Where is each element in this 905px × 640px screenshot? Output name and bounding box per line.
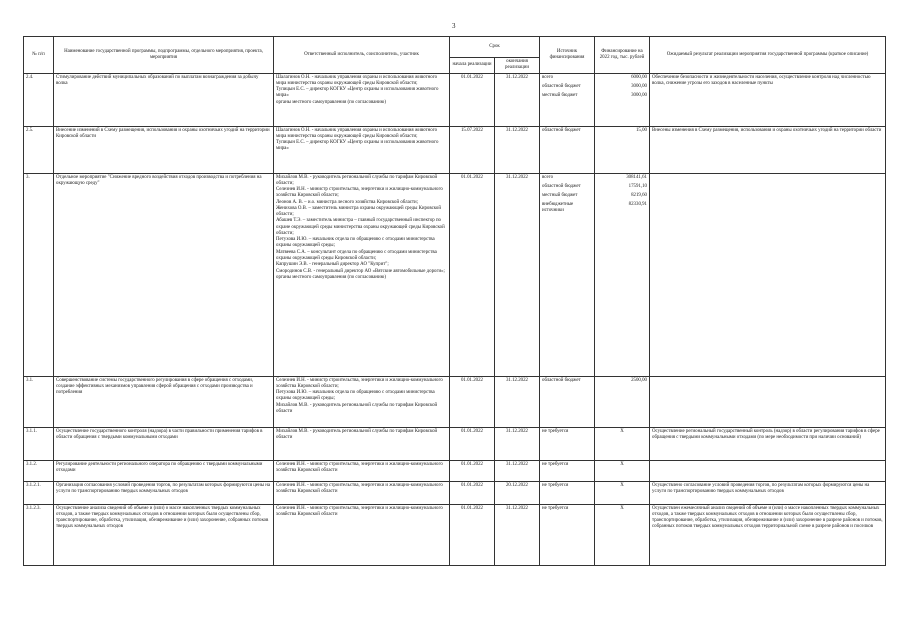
row-funding-source <box>540 427 595 460</box>
header-result: Ожидаемый результат реализации мероприятия государственной программы (краткое описание) <box>650 37 886 74</box>
row-funding-amount <box>595 427 650 460</box>
header-start: начала реализации <box>450 58 495 74</box>
row-name: Осуществление анализа сведений об объеме и (или) о массе накопленных твердых коммунальных отходов, а также твердых коммунальных отходов в отношении которых были осуществлены сбор, транспортирование, обработка, утилизация, обезвреживание и (или) захоронение, собранных потоков твердых коммунальных отходов <box>54 504 274 565</box>
funding-source-item: областной бюджет <box>542 83 581 89</box>
funding-amount-item: 15,00 <box>635 127 647 133</box>
funding-amount-item: 3000,00 <box>631 83 647 89</box>
funding-amount-item: Х <box>620 428 624 434</box>
executor-line: Матвеева С.А. – консультант отдела по обращению с отходами министерства охраны окружающей среды Кировской области; <box>276 249 437 261</box>
row-executor <box>274 460 450 481</box>
row-number: 3.1.2. <box>24 460 54 481</box>
row-funding-source <box>540 504 595 565</box>
funding-source-item: не требуется <box>542 428 569 434</box>
row-expected-result: Обеспечение безопасности и жизнедеятельности населения, осуществление контроля над численностью волка, снижение угрозы его заходов в населенные пункты <box>650 73 886 126</box>
row-funding-source <box>540 73 595 126</box>
row-name: Стимулирование действий муниципальных образований по выплатам вознаграждения за добычу волка <box>54 73 274 126</box>
row-funding-amount <box>595 481 650 504</box>
header-name: Наименование государственной программы, подпрограммы, отдельного мероприятия, проекта, мероприятия <box>54 37 274 74</box>
row-expected-result <box>650 376 886 427</box>
row-name: Внесение изменений в Схему размещения, использования и охраны охотничьих угодий на территории Кировской области <box>54 126 274 173</box>
page-number: 3 <box>452 22 456 30</box>
row-funding-source <box>540 376 595 427</box>
row-start-date: 01.01.2022 <box>450 427 495 460</box>
funding-amount-item: 6000,00 <box>631 74 647 80</box>
funding-source-item: областной бюджет <box>542 377 581 383</box>
row-number: 3.1.1. <box>24 427 54 460</box>
funding-amount-item: 8219,60 <box>631 192 647 198</box>
executor-line: Селезнев И.Н. - министр строительства, энергетики и жилищно-коммунального хозяйства Кировской области <box>276 505 443 517</box>
row-funding-source <box>540 173 595 376</box>
executor-line: Женихова О.В. – заместитель министра охраны окружающей среды Кировской области; <box>276 205 441 218</box>
executor-line: Шалагинов О.Н. - начальник управления охраны и использования животного мира министерства охраны окружающей среды Кировской области; <box>276 74 438 86</box>
row-number: 3.1.2.1. <box>24 481 54 504</box>
row-number: 3. <box>24 173 54 376</box>
executor-line: Селезнев И.Н. - министр строительства, энергетики и жилищно-коммунального хозяйства Кировской области <box>276 482 443 494</box>
table-row <box>24 126 886 173</box>
row-start-date: 01.01.2022 <box>450 173 495 376</box>
row-expected-result: Осуществлено согласование условий проведения торгов, по результатам которых формируются цены на услуги по транспортированию твердых коммунальных отходов <box>650 481 886 504</box>
executor-line: Петухова И.Ю. – начальник отдела по обращению с отходами министерства охраны окружающей среды; <box>276 390 435 402</box>
funding-source-item: всего <box>542 174 554 180</box>
executor-line: органы местного самоуправления (по согласованию) <box>276 274 386 280</box>
funding-source-item: местный бюджет <box>542 192 578 198</box>
row-funding-amount <box>595 173 650 376</box>
row-end-date: 31.12.2022 <box>495 460 540 481</box>
row-end-date: 31.12.2022 <box>495 376 540 427</box>
executor-line: Михайлов М.В. - руководитель региональной службы по тарифам Кировской области; <box>276 174 438 186</box>
row-name: Регулирование деятельности регионального оператора по обращению с твердыми коммунальными отходами <box>54 460 274 481</box>
row-expected-result <box>650 173 886 376</box>
row-start-date: 01.01.2022 <box>450 504 495 565</box>
row-name: Совершенствование системы государственного регулирования в сфере обращения с отходами, создание эффективных механизмов управления сферой обращения с отходами производства и потребления <box>54 376 274 427</box>
funding-source-item: не требуется <box>542 461 569 467</box>
row-start-date: 01.01.2022 <box>450 481 495 504</box>
header-amount: Финансирование на 2022 год, тыс. рублей <box>595 37 650 74</box>
row-funding-source <box>540 460 595 481</box>
row-end-date: 31.12.2022 <box>495 73 540 126</box>
executor-line: Шалагинов О.Н. - начальник управления охраны и использования животного мира министерства охраны окружающей среды Кировской области; <box>276 127 438 139</box>
executor-line: Селезнев И.Н. - министр строительства, энергетики и жилищно-коммунального хозяйства Кировской области; <box>276 187 443 199</box>
row-expected-result: Осуществлен ежемесячный анализ сведений об объеме и (или) о массе накопленных твердых коммунальных отходов, а также твердых коммунальных отходов в отношении которых были осуществлены сбор, транспортирование, обработка, утилизация, обезвреживание и (или) захоронение в разрезе районов и потоков, собранных потоков твердых коммунальных отходов территориальной схеме в разрезе районов и поселков <box>650 504 886 565</box>
row-funding-amount <box>595 460 650 481</box>
row-start-date: 01.01.2022 <box>450 376 495 427</box>
table-row <box>24 481 886 504</box>
row-end-date: 31.12.2022 <box>495 504 540 565</box>
row-name: Отдельное мероприятие "Снижение вредного воздействия отходов производства и потребления на окружающую среду" <box>54 173 274 376</box>
funding-source-item: областной бюджет <box>542 183 581 189</box>
row-executor <box>274 376 450 427</box>
table-row <box>24 460 886 481</box>
row-funding-source <box>540 126 595 173</box>
table-row <box>24 173 886 376</box>
row-end-date: 20.12.2022 <box>495 481 540 504</box>
header-end: окончания реализации <box>495 58 540 74</box>
executor-line: Тупицын Е.С. – директор КОГКУ «Центр охраны и использования животного мира» <box>276 140 439 152</box>
executor-line: Селезнев И.Н. - министр строительства, энергетики и жилищно-коммунального хозяйства Кировской области; <box>276 377 443 389</box>
row-funding-amount <box>595 73 650 126</box>
funding-amount-item: 2500,00 <box>631 377 647 383</box>
funding-amount-item: 82330,91 <box>628 201 647 207</box>
row-expected-result <box>650 460 886 481</box>
row-name: Организация согласования условий проведения торгов, по результатам которых формируются цены на услуги по транспортированию твердых коммунальных отходов <box>54 481 274 504</box>
executor-line: Михайлов М.В. - руководитель региональной службы по тарифам Кировской области <box>276 428 438 440</box>
row-end-date: 31.12.2022 <box>495 427 540 460</box>
executor-line: Капрушин Э.В. - генеральный директор АО "Куприт"; <box>276 262 389 268</box>
funding-source-item: не требуется <box>542 505 569 511</box>
row-start-date: 15.07.2022 <box>450 126 495 173</box>
table-body <box>24 73 886 565</box>
funding-amount-item: Х <box>620 505 624 511</box>
program-table <box>23 36 886 566</box>
executor-line: Петухова И.Ю. – начальник отдела по обращению с отходами министерства охраны окружающей среды; <box>276 237 435 249</box>
header-term: Срок <box>450 37 540 58</box>
funding-amount-item: 308141,61 <box>626 174 647 180</box>
header-num: № п/п <box>24 37 54 74</box>
row-funding-source <box>540 481 595 504</box>
row-end-date: 31.12.2022 <box>495 126 540 173</box>
executor-line: Селезнев И.Н. - министр строительства, энергетики и жилищно-коммунального хозяйства Кировской области <box>276 461 443 473</box>
table-row <box>24 376 886 427</box>
header-source: Источник финансирования <box>540 37 595 74</box>
table-row <box>24 73 886 126</box>
row-number: 2.4. <box>24 73 54 126</box>
funding-amount-item: 17591,10 <box>628 183 647 189</box>
funding-amount-item: Х <box>620 482 624 488</box>
row-executor <box>274 73 450 126</box>
table-row <box>24 504 886 565</box>
row-end-date: 31.12.2022 <box>495 173 540 376</box>
row-funding-amount <box>595 504 650 565</box>
funding-source-item: местный бюджет <box>542 92 578 98</box>
row-funding-amount <box>595 376 650 427</box>
row-executor <box>274 504 450 565</box>
row-start-date: 01.01.2022 <box>450 73 495 126</box>
funding-source-item: не требуется <box>542 482 569 488</box>
table-row <box>24 427 886 460</box>
row-start-date: 01.01.2022 <box>450 460 495 481</box>
row-executor <box>274 481 450 504</box>
row-number: 3.1.2.3. <box>24 504 54 565</box>
executor-line: Леонов А. В. – и.о. министра лесного хозяйства Кировской области; <box>276 199 419 205</box>
funding-source-item: всего <box>542 74 554 80</box>
row-executor <box>274 126 450 173</box>
row-expected-result: Осуществление региональный государственный контроль (надзор) в области регулирования тарифов в сфере обращения с твердыми коммунальными отходами (по мере необходимости при наличии оснований) <box>650 427 886 460</box>
row-name: Осуществление государственного контроля (надзора) в части правильности применения тарифов в области обращения с твердыми коммунальными отходами <box>54 427 274 460</box>
header-executor: Ответственный исполнитель, соисполнитель, участник <box>274 37 450 74</box>
row-number: 3.1. <box>24 376 54 427</box>
funding-source-item: областной бюджет <box>542 127 581 133</box>
funding-amount-item: 3000,00 <box>631 92 647 98</box>
executor-line: Абашев Т.Э. – заместитель министра – главный государственный инспектор по охране окружающей среды министерства охраны окружающей среды Кировской области; <box>276 218 445 236</box>
executor-line: органы местного самоуправления (по согласованию) <box>276 99 386 105</box>
row-expected-result: Внесены изменения в Схему размещения, использования и охраны охотничьих угодий на территории области <box>650 126 886 173</box>
row-funding-amount <box>595 126 650 173</box>
row-executor <box>274 427 450 460</box>
table-header-row <box>24 37 886 58</box>
executor-line: Тупицын Е.С. – директор КОГКУ «Центр охраны и использования животного мира» <box>276 87 439 99</box>
executor-line: Смородинов С.В. - генеральный директор АО «Вятские автомобильные дороги»; <box>276 268 445 274</box>
row-number: 2.5. <box>24 126 54 173</box>
funding-amount-item: Х <box>620 461 624 467</box>
executor-line: Михайлов М.В. - руководитель региональной службы по тарифам Кировской области <box>276 402 438 414</box>
funding-source-item: внебюджетные источники <box>542 201 574 213</box>
row-executor <box>274 173 450 376</box>
